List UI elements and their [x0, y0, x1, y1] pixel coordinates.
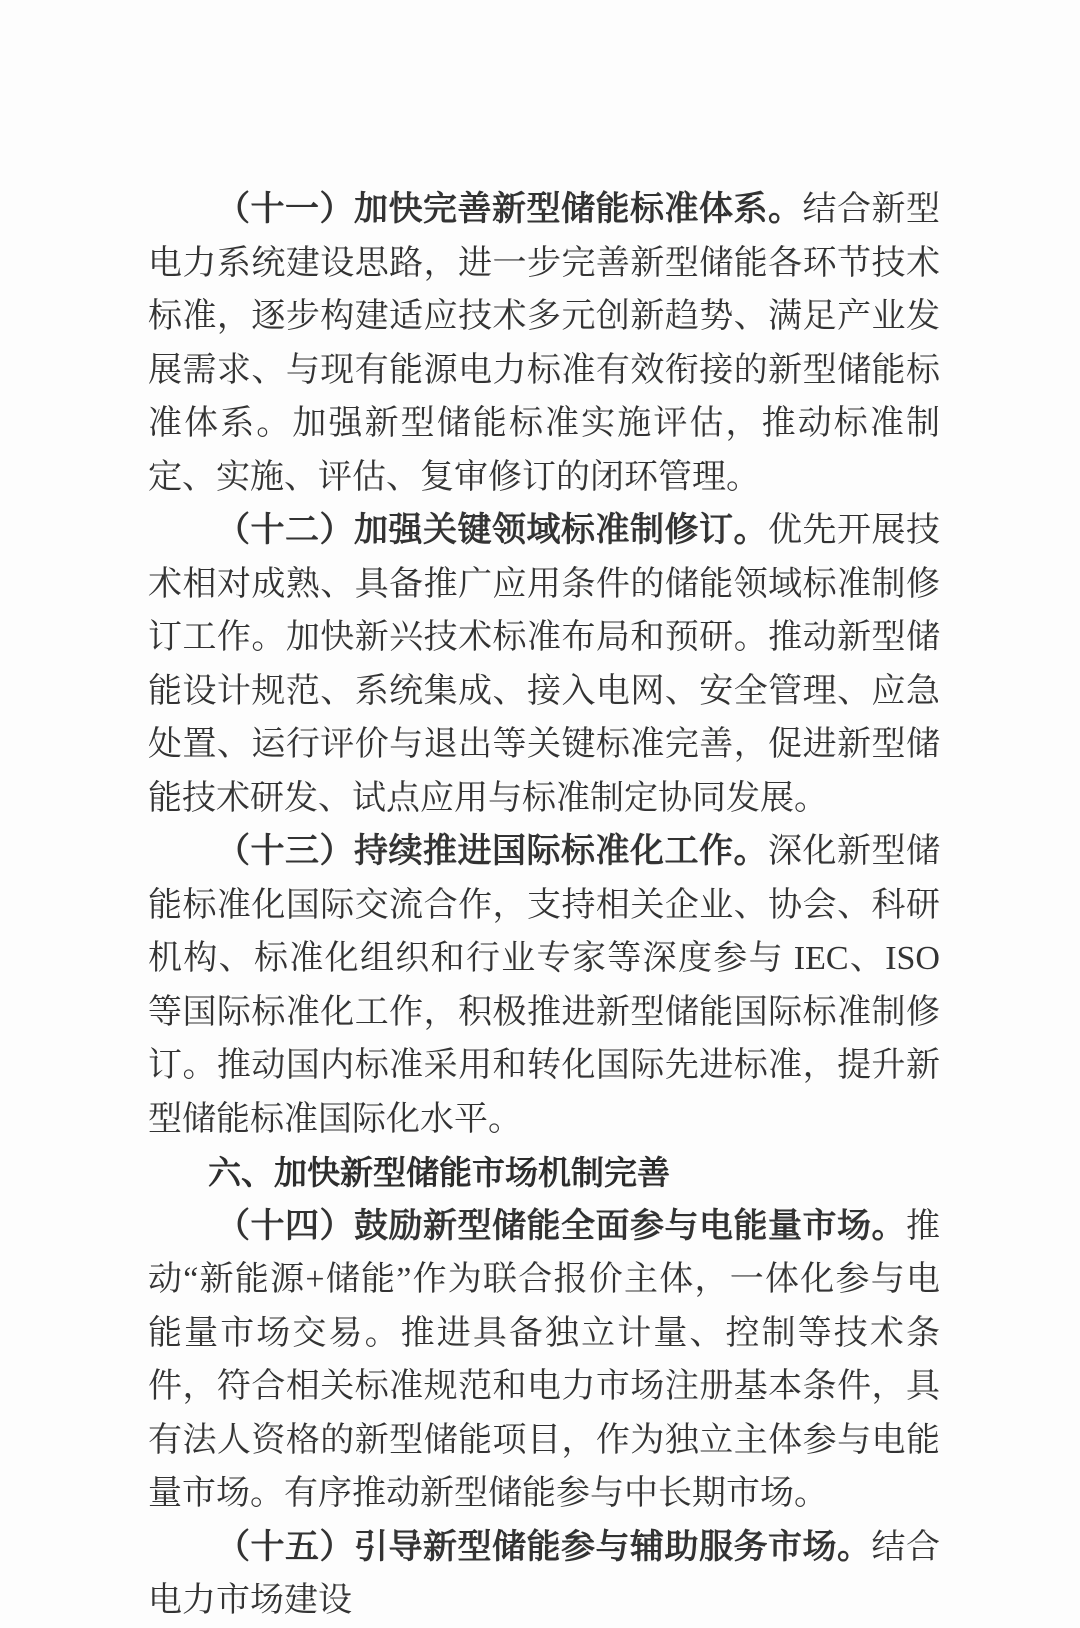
- paragraph-15-text: 结合电力市场建设: [148, 1528, 940, 1619]
- paragraph-12: [148, 504, 940, 825]
- paragraph-14-lead: （十四）鼓励新型储能全面参与电能量市场。: [216, 1207, 906, 1245]
- paragraph-14: [148, 1200, 940, 1521]
- document-body: [148, 183, 940, 1628]
- paragraph-11: [148, 183, 940, 504]
- paragraph-12-text: 优先开展技术相对成熟、具备推广应用条件的储能领域标准制修订工作。加快新兴技术标准布局和预研。推动新型储能设计规范、系统集成、接入电网、安全管理、应急处置、运行评价与退出等关键标准完善，促进新型储能技术研发、试点应用与标准制定协同发展。: [148, 512, 940, 817]
- paragraph-15-lead: （十五）引导新型储能参与辅助服务市场。: [216, 1528, 872, 1566]
- section-heading-6: 六、加快新型储能市场机制完善: [208, 1154, 670, 1191]
- paragraph-12-lead: （十二）加强关键领域标准制修订。: [216, 512, 768, 549]
- paragraph-15: [148, 1521, 940, 1628]
- paragraph-11-lead: （十一）加快完善新型储能标准体系。: [216, 191, 803, 228]
- paragraph-13: [148, 825, 940, 1146]
- paragraph-13-text: 深化新型储能标准化国际交流合作，支持相关企业、协会、科研机构、标准化组织和行业专家等深度参与 IEC、ISO 等国际标准化工作，积极推进新型储能国际标准制修订。推动国内标准采用和转化国际先进标准，提升新型储能标准国际化水平。: [148, 833, 940, 1138]
- paragraph-14-text: 推动“新能源+储能”作为联合报价主体，一体化参与电能量市场交易。推进具备独立计量、控制等技术条件，符合相关标准规范和电力市场注册基本条件，具有法人资格的新型储能项目，作为独立主体参与电能量市场。有序推动新型储能参与中长期市场。: [148, 1207, 940, 1512]
- paragraph-13-lead: （十三）持续推进国际标准化工作。: [216, 833, 768, 870]
- paragraph-11-text: 结合新型电力系统建设思路，进一步完善新型储能各环节技术标准，逐步构建适应技术多元创新趋势、满足产业发展需求、与现有能源电力标准有效衔接的新型储能标准体系。加强新型储能标准实施评估，推动标准制定、实施、评估、复审修订的闭环管理。: [148, 191, 940, 496]
